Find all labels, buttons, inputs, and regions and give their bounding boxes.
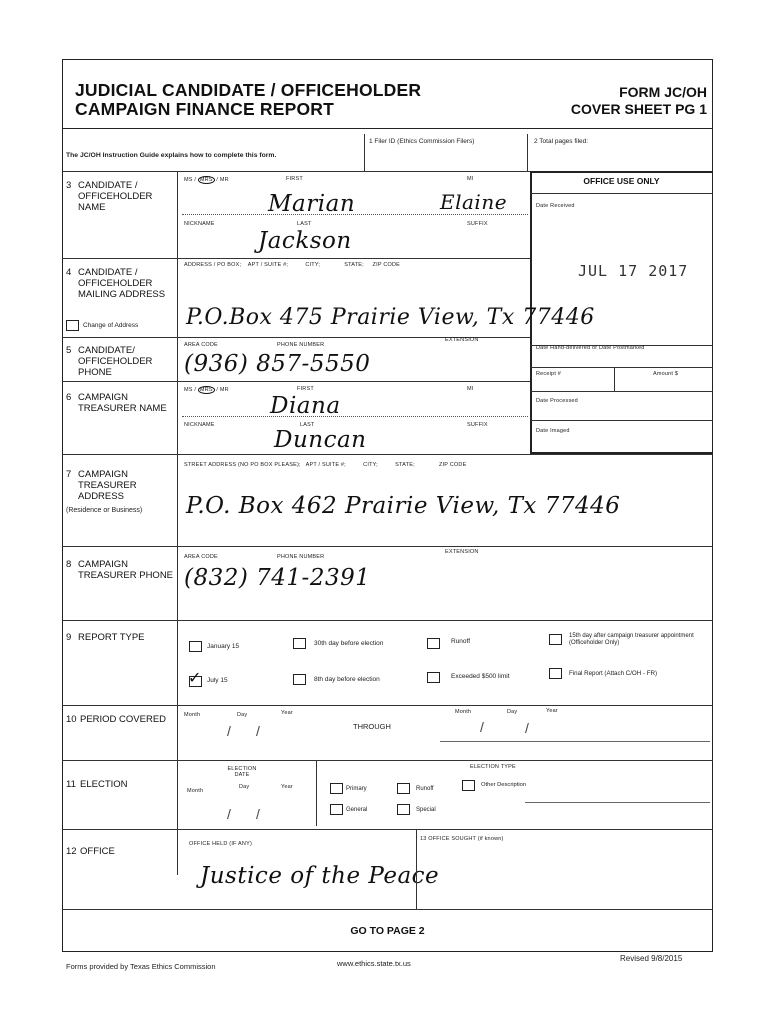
date-processed-label: Date Processed <box>536 398 578 404</box>
section-10-number: 10 <box>66 714 77 725</box>
divider <box>530 391 713 392</box>
section-11-number: 11 <box>66 779 76 790</box>
section-9-label: REPORT TYPE <box>78 632 145 643</box>
divider <box>364 134 365 171</box>
divider <box>62 760 713 761</box>
report-type-runoff-checkbox[interactable] <box>427 638 440 649</box>
section-7-sublabel: (Residence or Business) <box>66 507 143 514</box>
period-end-month-label: Month <box>455 709 472 715</box>
divider <box>530 193 713 194</box>
candidate-first-name: Marian <box>268 191 356 217</box>
title-selected-mrs: MRS <box>199 387 213 393</box>
total-pages-label: 2 Total pages filed: <box>534 138 589 145</box>
divider <box>182 416 528 417</box>
section-10-label: PERIOD COVERED <box>80 714 167 725</box>
section-12-number: 12 <box>66 846 77 857</box>
date-slash: / <box>256 806 260 822</box>
filer-id-label: 1 Filer ID (Ethics Commission Filers) <box>369 138 475 145</box>
title-selected-mrs: MRS <box>199 177 213 183</box>
suffix-label: SUFFIX <box>467 422 488 428</box>
candidate-last-name: Jackson <box>258 228 352 254</box>
first-label: FIRST <box>297 386 314 392</box>
phone-number-label: PHONE NUMBER <box>277 554 325 560</box>
treasurer-address-fields-label: STREET ADDRESS (NO PO BOX PLEASE); APT / SUITE #; CITY; STATE; ZIP CODE <box>184 462 467 468</box>
election-day-label: Day <box>239 784 250 790</box>
area-code-label: AREA CODE <box>184 342 218 348</box>
suffix-label: SUFFIX <box>467 221 488 227</box>
divider <box>62 620 713 621</box>
date-received-stamp: JUL 17 2017 <box>578 262 689 280</box>
divider <box>527 134 528 171</box>
section-3-number: 3 <box>66 180 72 191</box>
candidate-phone: (936) 857-5550 <box>184 351 371 377</box>
section-4-label: CANDIDATE / OFFICEHOLDER MAILING ADDRESS <box>78 267 166 300</box>
divider <box>182 214 528 215</box>
divider <box>62 546 713 547</box>
election-primary-checkbox[interactable] <box>330 783 343 794</box>
section-4-number: 4 <box>66 267 72 278</box>
section-5-label: CANDIDATE/ OFFICEHOLDER PHONE <box>78 345 153 378</box>
report-type-8day-checkbox[interactable] <box>293 674 306 685</box>
date-imaged-label: Date Imaged <box>536 428 570 434</box>
form-id: FORM JC/OH <box>619 84 707 100</box>
divider <box>440 741 710 742</box>
candidate-middle-name: Elaine <box>440 190 508 214</box>
candidate-address: P.O.Box 475 Prairie View, Tx 77446 <box>186 305 595 330</box>
election-runoff-checkbox[interactable] <box>397 783 410 794</box>
form-page: COVER SHEET PG 1 <box>570 101 707 117</box>
election-primary-label: Primary <box>346 786 367 792</box>
section-8-label: CAMPAIGN TREASURER PHONE <box>78 559 174 581</box>
divider <box>62 705 713 706</box>
change-of-address-label: Change of Address <box>83 322 139 329</box>
first-label: FIRST <box>286 176 303 182</box>
divider <box>62 381 530 382</box>
extension-label: EXTENSION <box>445 337 479 343</box>
form-title-line2: CAMPAIGN FINANCE REPORT <box>75 99 334 119</box>
phone-number-label: PHONE NUMBER <box>277 342 325 348</box>
label-column-divider <box>177 171 178 875</box>
election-other-checkbox[interactable] <box>462 780 475 791</box>
section-6-label: CAMPAIGN TREASURER NAME <box>78 392 167 414</box>
nickname-label: NICKNAME <box>184 422 215 428</box>
report-type-final-label: Final Report (Attach C/OH - FR) <box>569 670 658 677</box>
date-received-label: Date Received <box>536 203 575 209</box>
change-of-address-checkbox[interactable] <box>66 320 79 331</box>
election-special-checkbox[interactable] <box>397 804 410 815</box>
date-slash: / <box>480 719 484 735</box>
election-month-label: Month <box>187 788 204 794</box>
date-slash: / <box>256 723 260 739</box>
report-type-final-checkbox[interactable] <box>549 668 562 679</box>
instruction-note: The JC/OH Instruction Guide explains how to complete this form. <box>66 152 277 159</box>
extension-label: EXTENSION <box>445 549 479 555</box>
date-slash: / <box>525 720 529 736</box>
last-label: LAST <box>297 221 312 227</box>
election-other-label: Other Description <box>481 782 527 788</box>
area-code-label: AREA CODE <box>184 554 218 560</box>
go-to-page-2: GO TO PAGE 2 <box>350 925 425 937</box>
divider <box>525 802 710 803</box>
ethics-url: www.ethics.state.tx.us <box>337 959 411 968</box>
section-7-number: 7 <box>66 469 72 480</box>
period-start-month-label: Month <box>184 712 201 718</box>
section-9-number: 9 <box>66 632 72 643</box>
mi-label: MI <box>467 176 474 182</box>
section-7-label: CAMPAIGN TREASURER ADDRESS <box>78 469 137 502</box>
divider <box>530 420 713 421</box>
divider <box>316 760 317 826</box>
divider <box>62 171 530 172</box>
report-type-30day-checkbox[interactable] <box>293 638 306 649</box>
election-year-label: Year <box>281 784 293 790</box>
checkmark-icon: ✓ <box>188 670 202 687</box>
election-general-label: General <box>346 807 368 813</box>
election-general-checkbox[interactable] <box>330 804 343 815</box>
section-6-number: 6 <box>66 392 72 403</box>
last-label: LAST <box>300 422 315 428</box>
report-type-runoff-label: Runoff <box>451 638 471 645</box>
office-held-label: OFFICE HELD (IF ANY) <box>189 841 252 847</box>
divider <box>62 909 713 910</box>
section-5-number: 5 <box>66 345 72 356</box>
election-runoff-label: Runoff <box>416 786 434 792</box>
divider <box>614 367 615 391</box>
period-start-day-label: Day <box>237 712 248 718</box>
section-3-label: CANDIDATE / OFFICEHOLDER NAME <box>78 180 153 213</box>
report-type-jan15-label: January 15 <box>207 643 240 650</box>
form-title-line1: JUDICIAL CANDIDATE / OFFICEHOLDER <box>75 80 422 100</box>
office-sought-label: 13 OFFICE SOUGHT (if known) <box>420 836 504 842</box>
election-special-label: Special <box>416 807 436 813</box>
address-fields-label: ADDRESS / PO BOX; APT / SUITE #; CITY; STATE; ZIP CODE <box>184 262 401 268</box>
period-end-day-label: Day <box>507 709 518 715</box>
report-type-jan15-checkbox[interactable] <box>189 641 202 652</box>
election-type-label: ELECTION TYPE <box>470 764 516 770</box>
treasurer-phone: (832) 741-2391 <box>184 565 371 591</box>
date-slash: / <box>227 723 231 739</box>
divider <box>416 829 417 909</box>
office-use-title: OFFICE USE ONLY <box>583 176 660 186</box>
receipt-label: Receipt # <box>536 371 562 377</box>
section-12-label: OFFICE <box>80 846 115 857</box>
report-type-15day-label: 15th day after campaign treasurer appointment (Officeholder Only) <box>569 633 694 646</box>
treasurer-last-name: Duncan <box>274 427 367 453</box>
report-type-jul15-label: July 15 <box>207 677 228 684</box>
forms-provided-by: Forms provided by Texas Ethics Commission <box>66 962 216 971</box>
amount-label: Amount $ <box>653 371 679 377</box>
divider <box>62 128 713 129</box>
through-label: THROUGH <box>353 722 391 731</box>
section-8-number: 8 <box>66 559 72 570</box>
report-type-15day-checkbox[interactable] <box>549 634 562 645</box>
report-type-30day-label: 30th day before election <box>314 640 384 647</box>
divider <box>62 454 713 455</box>
treasurer-address: P.O. Box 462 Prairie View, Tx 77446 <box>186 493 621 519</box>
mi-label: MI <box>467 386 474 392</box>
section-11-label: ELECTION <box>80 779 128 790</box>
report-type-8day-label: 8th day before election <box>314 676 380 683</box>
title-options: MS / MRS / MR <box>184 387 229 393</box>
date-hand-delivered-label: Date Hand-delivered or Date Postmarked <box>536 345 645 351</box>
date-slash: / <box>227 806 231 822</box>
divider <box>62 829 713 830</box>
period-end-year-label: Year <box>546 708 558 714</box>
revised-date: Revised 9/8/2015 <box>620 954 683 963</box>
divider <box>530 367 713 368</box>
report-type-exceeded-label: Exceeded $500 limit <box>451 673 510 680</box>
divider <box>62 258 530 259</box>
office-held-value: Justice of the Peace <box>200 863 440 889</box>
report-type-exceeded-checkbox[interactable] <box>427 672 440 683</box>
nickname-label: NICKNAME <box>184 221 215 227</box>
election-date-label: ELECTION DATE <box>227 766 257 778</box>
title-options: MS / MRS / MR <box>184 177 229 183</box>
treasurer-first-name: Diana <box>270 393 341 419</box>
period-start-year-label: Year <box>281 710 293 716</box>
